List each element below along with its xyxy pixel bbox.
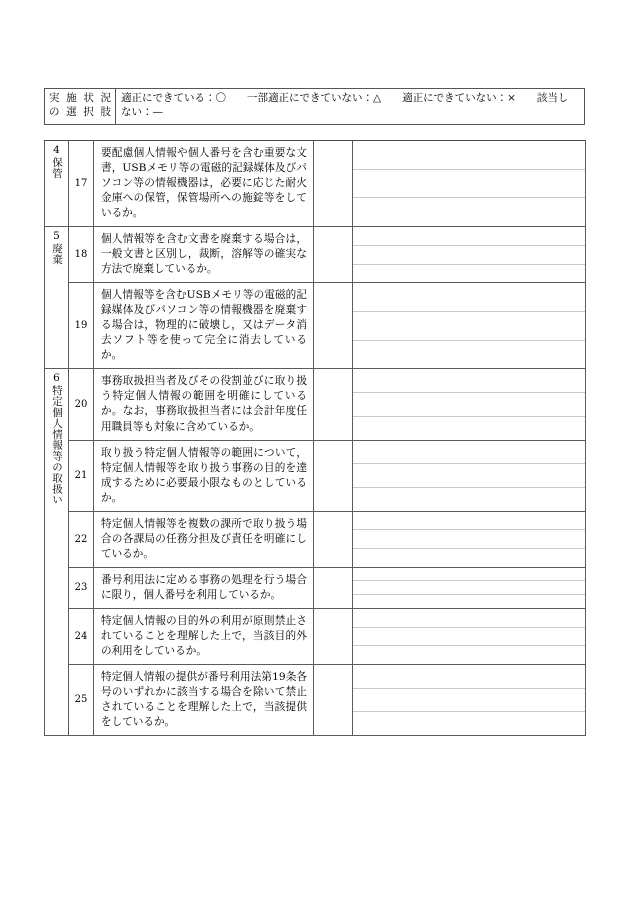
item-number: 17 [69,141,94,227]
table-row [45,283,586,369]
selection-cell[interactable] [314,608,353,664]
memo-cell[interactable] [353,227,586,283]
memo-writing-rules [353,568,585,608]
question-paragraph: 事務取扱担当者及びその役割並びに取り扱う特定個人情報の範囲を明確にしているか。なお，事務取扱担当者には会計年度任用職員等も対象に含めているか。 [101,375,307,433]
item-number: 23 [69,567,94,608]
question-paragraph: 特定個人情報の提供が番号利用法第19条各号のいずれかに該当する場合を除いて禁止されていることを理解した上で，当該提供をしているか。 [101,670,307,728]
memo-rule-band [353,568,585,582]
memo-rule-band [353,549,585,567]
table-row [45,440,586,511]
category-cell [45,369,69,736]
category-cell [45,141,69,227]
item-number: 19 [69,283,94,369]
memo-rule-band [353,609,585,628]
question-paragraph: 取り扱う特定個人情報等の範囲について，特定個人情報等を取り扱う事務の目的を達成するために必要最小限なものとしているか。 [101,446,307,504]
memo-rule-band [353,312,585,341]
memo-cell[interactable] [353,141,586,227]
table-row [45,511,586,567]
category-number: 6 [53,372,60,385]
memo-rule-band [353,530,585,549]
question-text [94,567,314,608]
question-paragraph: 個人情報等を含むUSBメモリ等の電磁的記録媒体及びパソコン等の情報機器を廃棄する場合は，物理的に破壊し，又はデータ消去ソフト等を使って完全に消去しているか。 [101,289,307,362]
legend-label-line-1: 実施状況 [49,92,111,104]
legend-value-line-1: 適正にできている：〇 一部適正にできていない：△ 適正にできていない：× 該当し [121,92,569,104]
table-row [45,567,586,608]
legend-value-cell [116,89,584,124]
legend-label-line-2: の選択肢 [49,105,111,118]
selection-cell[interactable] [314,369,353,440]
memo-writing-rules [353,141,585,226]
memo-writing-rules [353,609,585,664]
memo-rule-band [353,581,585,595]
memo-rule-band [353,369,585,393]
table-row [45,141,586,227]
selection-cell[interactable] [314,511,353,567]
category-number: 4 [53,144,60,156]
memo-rule-band [353,341,585,369]
item-number: 18 [69,227,94,283]
memo-rule-band [353,628,585,647]
item-number: 22 [69,511,94,567]
selection-cell[interactable] [314,664,353,735]
category-name: 特定個人情報等の取扱い [51,385,63,506]
selection-cell[interactable] [314,283,353,369]
memo-writing-rules [353,665,585,735]
memo-rule-band [353,170,585,199]
question-text [94,283,314,369]
memo-rule-band [353,646,585,664]
selection-legend [44,88,585,125]
question-paragraph: 個人情報等を含む文書を廃棄する場合は，一般文書と区別し，裁断，溶解等の確実な方法で廃棄しているか。 [101,233,307,276]
memo-rule-band [353,595,585,608]
memo-cell[interactable] [353,511,586,567]
memo-rule-band [353,141,585,170]
question-paragraph: 特定個人情報等を複数の課所で取り扱う場合の各課局の任務分担及び責任を明確にしているか。 [101,517,307,560]
table-row [45,608,586,664]
table-row [45,664,586,735]
checklist-table [44,140,586,736]
selection-cell[interactable] [314,567,353,608]
memo-rule-band [353,227,585,246]
category-number: 5 [53,230,60,243]
question-text [94,227,314,283]
memo-rule-band [353,689,585,713]
memo-cell[interactable] [353,440,586,511]
memo-cell[interactable] [353,608,586,664]
question-text [94,141,314,227]
memo-writing-rules [353,227,585,282]
memo-cell[interactable] [353,369,586,440]
memo-rule-band [353,488,585,511]
memo-writing-rules [353,283,585,368]
memo-writing-rules [353,512,585,567]
question-text [94,664,314,735]
memo-cell[interactable] [353,664,586,735]
memo-cell[interactable] [353,567,586,608]
question-paragraph: 番号利用法に定める事務の処理を行う場合に限り，個人番号を利用しているか。 [101,573,307,601]
category-name: 保管 [51,157,63,179]
question-text [94,440,314,511]
memo-rule-band [353,417,585,440]
memo-rule-band [353,665,585,689]
memo-rule-band [353,441,585,465]
question-text [94,511,314,567]
question-text [94,608,314,664]
selection-cell[interactable] [314,440,353,511]
selection-cell[interactable] [314,141,353,227]
memo-rule-band [353,712,585,735]
checklist-table-body [45,141,586,736]
selection-cell[interactable] [314,227,353,283]
table-row [45,227,586,283]
category-name: 廃棄 [51,243,63,266]
item-number: 25 [69,664,94,735]
item-number: 20 [69,369,94,440]
item-number: 24 [69,608,94,664]
question-paragraph: 要配慮個人情報や個人番号を含む重要な文書，USBメモリ等の電磁的記録媒体及びパソコン等の情報機器は，必要に応じた耐火金庫への保管，保管場所への施錠等をしているか。 [101,147,307,220]
legend-label-cell [45,89,116,124]
memo-rule-band [353,246,585,265]
question-paragraph: 特定個人情報の目的外の利用が原則禁止されていることを理解した上で，当該目的外の利用をしているか。 [101,614,307,657]
category-cell [45,227,69,369]
memo-rule-band [353,198,585,226]
memo-writing-rules [353,441,585,511]
memo-rule-band [353,265,585,283]
question-text [94,369,314,440]
legend-value-line-2: ない：— [121,105,163,118]
table-row [45,369,586,440]
memo-writing-rules [353,369,585,439]
memo-rule-band [353,464,585,488]
item-number: 21 [69,440,94,511]
memo-cell[interactable] [353,283,586,369]
memo-rule-band [353,512,585,531]
memo-rule-band [353,393,585,417]
memo-rule-band [353,283,585,312]
